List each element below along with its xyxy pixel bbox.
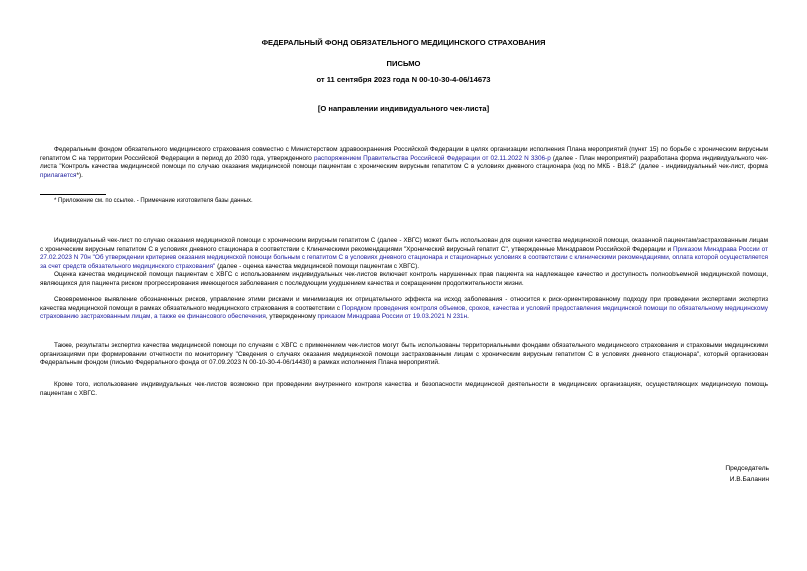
doc-date-number: от 11 сентября 2023 года N 00-10-30-4-06/14673	[316, 75, 491, 84]
org-title: ФЕДЕРАЛЬНЫЙ ФОНД ОБЯЗАТЕЛЬНОГО МЕДИЦИНСКОГО СТРАХОВАНИЯ	[261, 38, 546, 47]
p4-text-2: , утвержденному	[265, 313, 318, 321]
signature-title: Председатель	[725, 465, 769, 472]
p2-text-1: Индивидуальный чек-лист по случаю оказания медицинской помощи с хроническим вирусным гепатитом С (далее - ХВГС) может быть использован для оценки качества медицинской помощи, оказанной пациентам/застрахованным лицам с хроническим вирусным гепатитом С в условиях дневного стационара в соответствии с Клиническими рекомендациями "Хронический вирусный гепатит С", утвержденные Минздравом Российской Федерации и	[40, 237, 768, 253]
paragraph-6	[40, 381, 768, 398]
signature-name: И.В.Баланин	[729, 476, 769, 483]
p6-text-1: Кроме того, использование индивидуальных чек-листов возможно при проведении внутреннего контроля качества и безопасности медицинской деятельности в медицинских организациях, осуществляющих медицинскую помощь пациентам с ХВГС.	[40, 381, 768, 397]
doc-subject: [О направлении индивидуального чек-листа]	[317, 104, 490, 113]
p1-text-2: (далее - План мероприятий) разработана форма индивидуального чек-листа "Контроль качества медицинской помощи по случаю оказания медицинской помощи пациентам с хроническим вирусным гепатитом С в условиях дневного стационара (код по МКБ - В18.2" (далее - индивидуальный чек-лист, форма	[40, 154, 768, 171]
link-order-70n[interactable]: Приказом Минздрава России от 27.02.2023 N 70н "Об утверждении критериев оказания медицинской помощи больным с гепатитом С в условиях дневного стационара и стационарных условиях в соответствии с клиническими рекомендациями, оплата которой осуществляется за счет средств обязательного медицинского страхования"	[40, 245, 768, 271]
p4-text-3: .	[467, 313, 469, 321]
link-control-procedure[interactable]: Порядком проведения контроля объемов, сроков, качества и условий предоставления медицинской помощи по обязательному медицинскому страхованию застрахованным лицам, а также ее финансового обеспечения	[40, 304, 769, 321]
p3-text-1: Оценка качества медицинской помощи пациентам с ХВГС с использованием индивидуальных чек-листов включает контроль нарушенных прав пациента на надлежащее качество и доступность полноobъемной медицинской помощи, являющихся для пациента риском прогрессирования имеющегося заболевания с последующим ухудшением качества и сокращением продолжительности жизни.	[40, 271, 768, 287]
footnote: * Приложение см. по ссылке. - Примечание изготовителя базы данных.	[54, 198, 253, 204]
link-attachment[interactable]: прилагается	[40, 172, 77, 180]
paragraph-5	[40, 342, 768, 368]
paragraph-3	[40, 271, 768, 288]
p2-text-2: (далее - оценка качества медицинской помощи пациентам с ХВГС).	[215, 263, 419, 271]
paragraph-1	[40, 146, 768, 181]
paragraph-4	[40, 296, 768, 322]
doc-type: ПИСЬМО	[386, 59, 421, 68]
p1-text-1: Федеральным фондом обязательного медицинского страхования совместно с Министерством здравоохранения Российской Федерации в целях организации исполнения Плана мероприятий (пункт 15) по борьбе с хроническим вирусным гепатитом С на территории Российской Федерации в период до 2030 года, утвержденного	[40, 146, 768, 162]
p5-text-1: Также, результаты экспертиз качества медицинской помощи по случаям с ХВГС с применением чек-листов могут быть использованы территориальными фондами обязательного медицинского страхования и страховыми медицинскими организациями при формировании отчетности по мониторингу "Сведения о случаях оказания медицинской помощи застрахованным лицам с хроническим вирусным гепатитом С в условиях дневного стационара", который организован Федеральным фондом (письмо Федерального фонда от 07.09.2023 N 00-10-30-4-06/14430) в рамках исполнения Плана мероприятий.	[40, 342, 768, 367]
p1-text-3: *).	[76, 172, 83, 180]
link-government-order[interactable]: распоряжением Правительства Российской Федерации от 02.11.2022 N 3306-р	[313, 154, 551, 162]
footnote-separator	[40, 194, 106, 195]
link-order-231n[interactable]: приказом Минздрава России от 19.03.2021 N 231н	[317, 313, 468, 321]
paragraph-2	[40, 237, 768, 272]
p4-text-1: Своевременное выявление обозначенных рисков, управление этими рисками и минимизация их отрицательного эффекта на исход заболевания - относится к риск-ориентированному подходу при проведении экспертами экспертиз качества медицинской помощи в рамках обязательного медицинского страхования в соответствии с	[40, 296, 768, 312]
